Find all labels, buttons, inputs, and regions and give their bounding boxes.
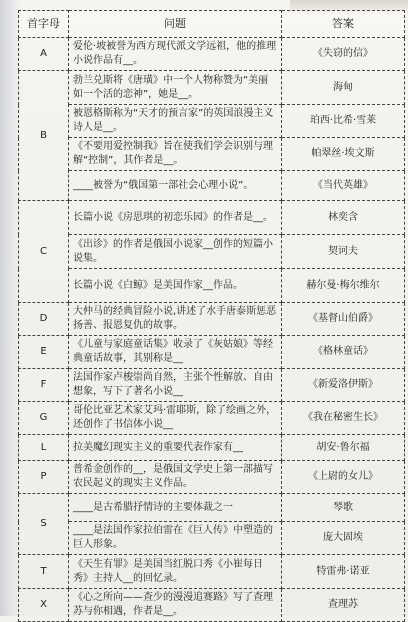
table-row: [19, 235, 405, 269]
question-cell: 法国作家卢梭崇尚自然，主张个性解放、自由想象，写下了著名小说__: [69, 369, 282, 402]
question-cell: 爱伦·坡被誉为西方现代派文学远祖，他的推理小说作品有__。: [69, 38, 282, 71]
answer-cell: 海甸: [282, 71, 405, 105]
question-cell: ____是古希腊抒情诗的主要体裁之一: [69, 494, 282, 522]
header-row: [19, 11, 405, 38]
table-row: [19, 522, 405, 555]
answer-cell: 《当代英雄》: [282, 171, 405, 201]
answer-cell: 《失窃的信》: [282, 38, 405, 71]
question-cell: 《出诊》的作者是俄国小说家__创作的短篇小说集。: [69, 235, 282, 269]
initial-letter-cell: P: [19, 461, 69, 494]
question-cell: 勃兰兑斯将《唐璜》中一个人物称赞为“美丽如一个活的恋神”，她是__。: [69, 71, 282, 105]
answer-cell: 《新爱洛伊斯》: [282, 369, 405, 402]
answer-cell: 查理苏: [282, 589, 405, 622]
question-cell: 哥伦比亚艺术家艾玛·雷耶斯，除了绘画之外，还创作了书信体小说__: [69, 402, 282, 435]
table-row: [19, 269, 405, 303]
question-cell: ____是法国作家拉伯雷在《巨人传》中塑造的巨人形象。: [69, 522, 282, 555]
table-row: [19, 105, 405, 138]
initial-letter-cell: X: [19, 589, 69, 622]
quiz-table: [18, 10, 405, 622]
table-row: [19, 201, 405, 235]
initial-letter-cell: L: [19, 435, 69, 461]
table-row: [19, 402, 405, 435]
answer-cell: 琴歌: [282, 494, 405, 522]
answer-cell: 胡安·鲁尔福: [282, 435, 405, 461]
question-cell: 《心之所向——查少的漫漫追赛路》写了查理苏与你相遇，作者是__。: [69, 589, 282, 622]
table-row: [19, 71, 405, 105]
table-row: [19, 303, 405, 336]
question-cell: ____被誉为“俄国第一部社会心理小说”。: [69, 171, 282, 201]
initial-letter-cell: B: [19, 71, 69, 201]
header-question: 问题: [69, 11, 282, 38]
answer-cell: 珀西·比希·雪莱: [282, 105, 405, 138]
initial-letter-cell: E: [19, 336, 69, 369]
answer-cell: 《我在秘密生长》: [282, 402, 405, 435]
answer-cell: 庞大固埃: [282, 522, 405, 555]
answer-cell: 契诃夫: [282, 235, 405, 269]
answer-cell: 林奕含: [282, 201, 405, 235]
initial-letter-cell: S: [19, 494, 69, 555]
table-body: [19, 38, 405, 622]
initial-letter-cell: C: [19, 201, 69, 303]
question-cell: 《天生有罪》是美国当红脱口秀《小崔每日秀》主持人__的回忆录。: [69, 555, 282, 589]
table-row: [19, 38, 405, 71]
question-cell: 长篇小说《房思琪的初恋乐园》的作者是__。: [69, 201, 282, 235]
question-cell: 被恩格斯称为“天才的预言家”的英国浪漫主义诗人是__。: [69, 105, 282, 138]
table-row: [19, 369, 405, 402]
initial-letter-cell: G: [19, 402, 69, 435]
answer-cell: 赫尔曼·梅尔维尔: [282, 269, 405, 303]
question-cell: 拉美魔幻现实主义的重要代表作家有__: [69, 435, 282, 461]
header-answer: 答案: [282, 11, 405, 38]
table-row: [19, 435, 405, 461]
answer-cell: 《格林童话》: [282, 336, 405, 369]
header-letter: 首字母: [19, 11, 69, 38]
answer-cell: 特雷弗·诺亚: [282, 555, 405, 589]
table-row: [19, 138, 405, 171]
table-row: [19, 461, 405, 494]
answer-cell: 《基督山伯爵》: [282, 303, 405, 336]
answer-cell: 《上尉的女儿》: [282, 461, 405, 494]
initial-letter-cell: T: [19, 555, 69, 589]
question-cell: 《不要用爱控制我》旨在使我们学会识别与理解“控制”，其作者是__。: [69, 138, 282, 171]
initial-letter-cell: D: [19, 303, 69, 336]
question-cell: 长篇小说《白鲸》是美国作家__作品。: [69, 269, 282, 303]
question-cell: 《儿童与家庭童话集》收录了《灰姑娘》等经典童话故事，其别称是__: [69, 336, 282, 369]
initial-letter-cell: A: [19, 38, 69, 71]
table-row: [19, 171, 405, 201]
table-row: [19, 336, 405, 369]
question-cell: 大仲马的经典冒险小说,讲述了水手唐泰斯惩恶扬善、报恩复仇的故事。: [69, 303, 282, 336]
question-cell: 普希金创作的__，是俄国文学史上第一部描写农民起义的现实主义作品。: [69, 461, 282, 494]
answer-cell: 帕翠丝·埃文斯: [282, 138, 405, 171]
initial-letter-cell: F: [19, 369, 69, 402]
table-row: [19, 555, 405, 589]
table-row: [19, 589, 405, 622]
table-row: [19, 494, 405, 522]
